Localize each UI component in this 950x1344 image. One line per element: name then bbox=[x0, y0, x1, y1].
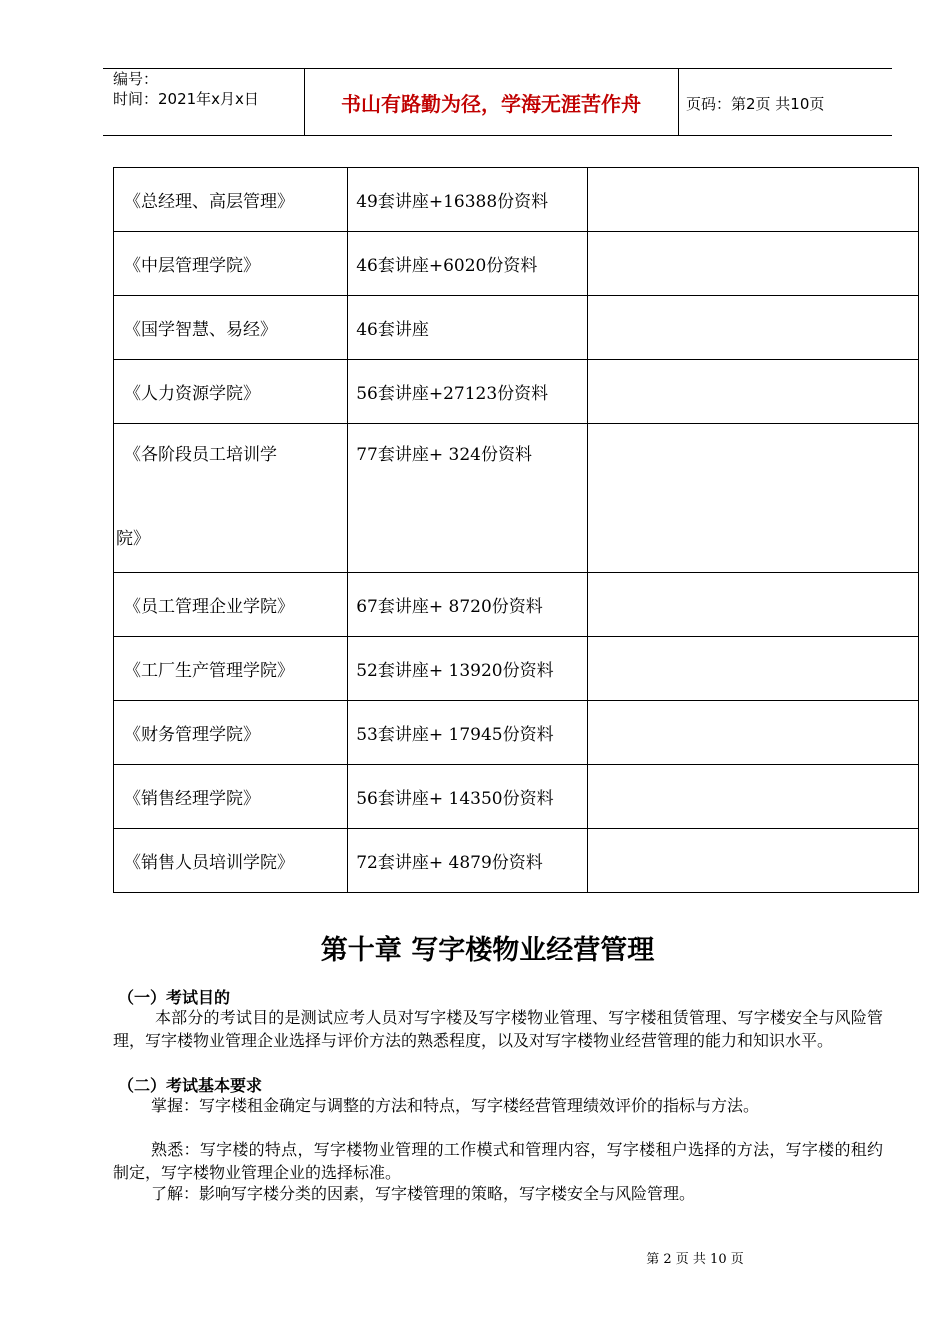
table-row bbox=[114, 360, 919, 424]
header-number-label: 编号： bbox=[113, 70, 159, 88]
header-page-info: 页码：第2页 共10页 bbox=[686, 95, 825, 113]
table-row bbox=[114, 232, 919, 296]
course-name-cell: 《销售经理学院》 bbox=[114, 765, 348, 829]
section-paragraph: 本部分的考试目的是测试应考人员对写字楼及写字楼物业管理、写字楼租赁管理、写字楼安全与风险管理，写字楼物业管理企业选择与评价方法的熟悉程度，以及对写字楼物业经营管理的能力和知识水平。 bbox=[113, 1008, 883, 1050]
note-cell bbox=[587, 765, 918, 829]
note-cell bbox=[587, 573, 918, 637]
resource-count-cell: 46套讲座 bbox=[348, 296, 588, 360]
note-cell bbox=[587, 232, 918, 296]
resource-count-cell: 67套讲座+ 8720份资料 bbox=[348, 573, 588, 637]
section-paragraph: 熟悉：写字楼的特点，写字楼物业管理的工作模式和管理内容，写字楼租户选择的方法，写字楼的租约制定，写字楼物业管理企业的选择标准。 bbox=[113, 1140, 883, 1182]
resource-count-cell: 52套讲座+ 13920份资料 bbox=[348, 637, 588, 701]
table-row bbox=[114, 168, 919, 232]
resource-count-cell: 56套讲座+ 14350份资料 bbox=[348, 765, 588, 829]
resource-table bbox=[113, 167, 919, 893]
table-row bbox=[114, 424, 919, 573]
note-cell bbox=[587, 637, 918, 701]
resource-count-cell: 72套讲座+ 4879份资料 bbox=[348, 829, 588, 893]
section-paragraph: 了解：影响写字楼分类的因素，写字楼管理的策略，写字楼安全与风险管理。 bbox=[151, 1184, 696, 1203]
course-name-cell: 《人力资源学院》 bbox=[114, 360, 348, 424]
resource-count-cell: 53套讲座+ 17945份资料 bbox=[348, 701, 588, 765]
section-heading-requirements: （二）考试基本要求 bbox=[118, 1076, 263, 1095]
course-name-cell: 《国学智慧、易经》 bbox=[114, 296, 348, 360]
resource-count-cell: 46套讲座+6020份资料 bbox=[348, 232, 588, 296]
note-cell bbox=[587, 296, 918, 360]
course-name-line2: 院》 bbox=[116, 529, 150, 549]
note-cell bbox=[587, 424, 918, 573]
resource-count-cell bbox=[348, 424, 588, 573]
table-row bbox=[114, 829, 919, 893]
section-heading-purpose: （一）考试目的 bbox=[118, 988, 231, 1007]
page-footer: 第 2 页 共 10 页 bbox=[646, 1252, 744, 1267]
header-time-label: 时间：2021年x月x日 bbox=[113, 90, 259, 108]
table-row bbox=[114, 296, 919, 360]
course-name-line1: 《各阶段员工培训学 bbox=[124, 445, 277, 465]
header-motto: 书山有路勤为径，学海无涯苦作舟 bbox=[341, 92, 641, 116]
note-cell bbox=[587, 360, 918, 424]
resource-count-cell: 56套讲座+27123份资料 bbox=[348, 360, 588, 424]
table-row bbox=[114, 701, 919, 765]
course-name-cell: 《中层管理学院》 bbox=[114, 232, 348, 296]
resource-count-text: 77套讲座+ 324份资料 bbox=[356, 445, 532, 465]
chapter-title: 第十章 写字楼物业经营管理 bbox=[320, 935, 655, 966]
resource-count-cell: 49套讲座+16388份资料 bbox=[348, 168, 588, 232]
table-row bbox=[114, 573, 919, 637]
note-cell bbox=[587, 829, 918, 893]
course-name-cell: 《总经理、高层管理》 bbox=[114, 168, 348, 232]
note-cell bbox=[587, 168, 918, 232]
header-bottom-rule bbox=[103, 135, 892, 136]
note-cell bbox=[587, 701, 918, 765]
course-name-cell bbox=[114, 424, 348, 573]
section-paragraph: 掌握：写字楼租金确定与调整的方法和特点，写字楼经营管理绩效评价的指标与方法。 bbox=[151, 1096, 760, 1115]
table-row bbox=[114, 765, 919, 829]
course-name-cell: 《销售人员培训学院》 bbox=[114, 829, 348, 893]
course-name-cell: 《财务管理学院》 bbox=[114, 701, 348, 765]
header-divider-right bbox=[678, 68, 679, 136]
table-row bbox=[114, 637, 919, 701]
course-name-cell: 《工厂生产管理学院》 bbox=[114, 637, 348, 701]
course-name-cell: 《员工管理企业学院》 bbox=[114, 573, 348, 637]
header-meta bbox=[113, 69, 259, 109]
